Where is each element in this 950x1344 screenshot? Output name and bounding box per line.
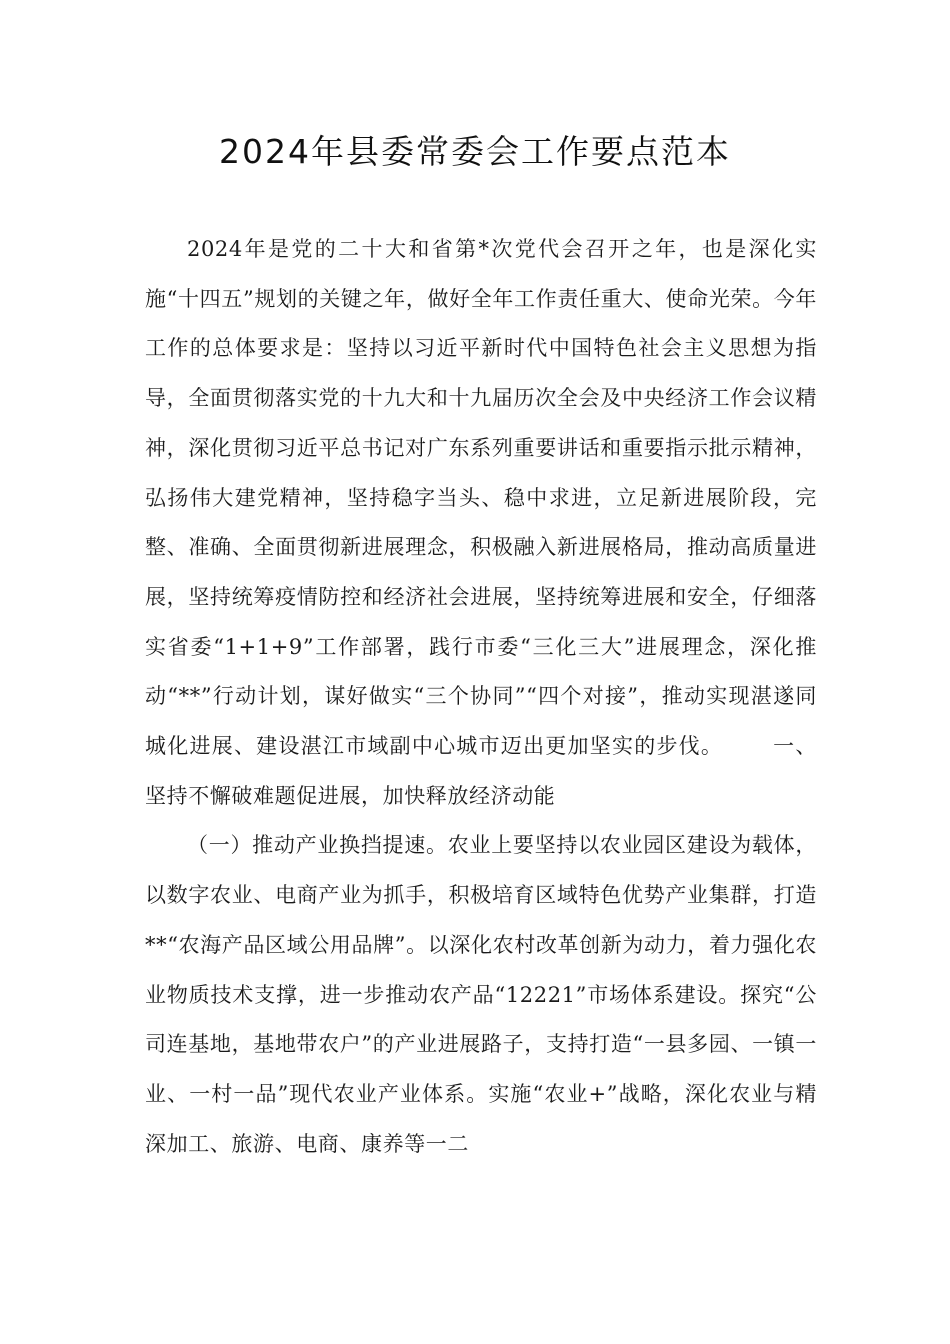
document-title: 2024年县委常委会工作要点范本 [219,132,731,171]
document-body [145,225,817,1169]
section-1-heading: 一、坚持不懈破难题促进展，加快释放经济动能 [145,734,817,808]
intro-paragraph [145,225,817,821]
paragraph-1: （一）推动产业换挡提速。农业上要坚持以农业园区建设为载体，以数字农业、电商产业为抓手，积极培育区域特色优势产业集群，打造**“农海产品区域公用品牌”。以深化农村改革创新为动力，着力强化农业物质技术支撑，进一步推动农产品“12221”市场体系建设。探究“公司连基地，基地带农户”的产业进展路子，支持打造“一县多园、一镇一业、一村一品”现代农业产业体系。实施“农业+”战略，深化农业与精深加工、旅游、电商、康养等一二 [145,833,817,1156]
intro-paragraph-text: 2024年是党的二十大和省第*次党代会召开之年，也是深化实施“十四五”规划的关键之年，做好全年工作责任重大、使命光荣。今年工作的总体要求是：坚持以习近平新时代中国特色社会主义思想为指导，全面贯彻落实党的十九大和十九届历次全会及中央经济工作会议精神，深化贯彻习近平总书记对广东系列重要讲话和重要指示批示精神，弘扬伟大建党精神，坚持稳字当头、稳中求进，立足新进展阶段，完整、准确、全面贯彻新进展理念，积极融入新进展格局，推动高质量进展，坚持统筹疫情防控和经济社会进展，坚持统筹进展和安全，仔细落实省委“1+1+9”工作部署，践行市委“三化三大”进展理念，深化推动“**”行动计划，谋好做实“三个协同”“四个对接”，推动实现湛遂同城化进展、建设湛江市域副中心城市迈出更加坚实的步伐。 [145,237,817,759]
